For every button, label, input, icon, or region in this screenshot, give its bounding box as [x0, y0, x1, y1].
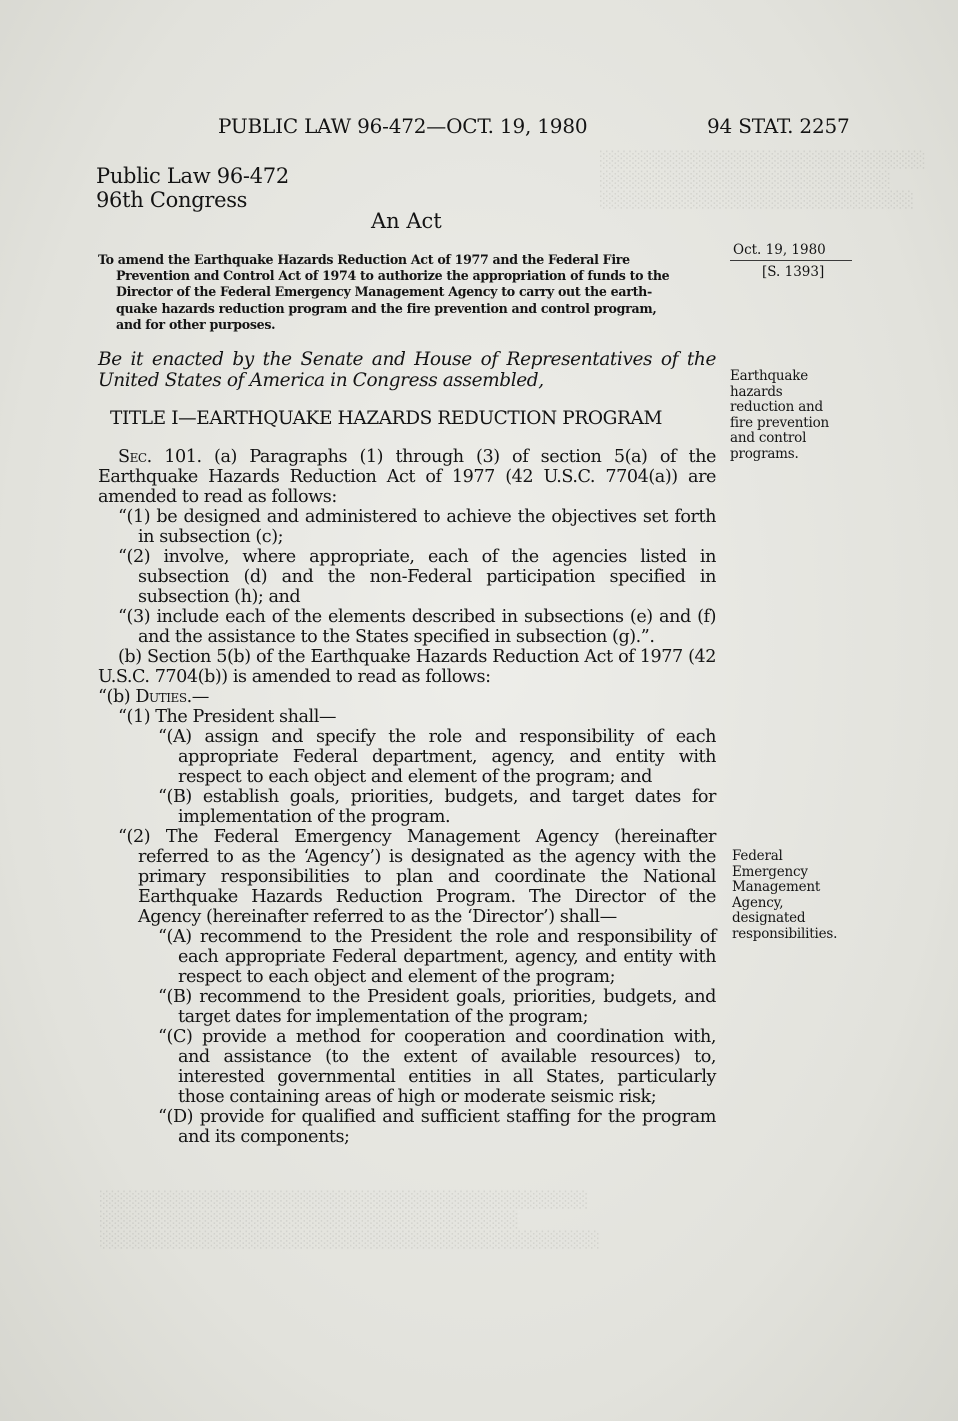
margin-rule [730, 260, 852, 261]
margin-note-fema: Federal Emergency Management Agency, designated responsibilities. [732, 848, 838, 942]
purpose-line: Director of the Federal Emergency Management Agency to carry out the earth- [116, 284, 652, 300]
show-through-text-bottom: ░░░░░░░░░░░░░░░░░░░░░░░░░░░░░░░░░░░░░░░░░░ ░░░░░░░░░░░░░░░░░░░░░░░░░░░░░░░░░░░░ ░░░░░░░░░░░░░░░░░░░░░░░░░░░░░░░░░░░░░░░░░░░ [100, 1191, 600, 1249]
margin-date: Oct. 19, 1980 [733, 242, 826, 258]
running-header-right: 94 STAT. 2257 [707, 114, 850, 138]
public-law-number: Public Law 96-472 [96, 164, 289, 188]
subsection-b-heading [98, 687, 716, 707]
section-101-body [98, 447, 716, 1147]
running-header-left: PUBLIC LAW 96-472—OCT. 19, 1980 [218, 114, 588, 138]
margin-bill-number: [S. 1393] [762, 264, 825, 280]
title-heading: TITLE I—EARTHQUAKE HAZARDS REDUCTION PROGRAM [110, 408, 663, 429]
b-heading-label: Duties [135, 687, 187, 707]
paragraph-a1: “(1) be designed and administered to achieve the objectives set forth in subsection (c); [118, 507, 716, 547]
b-heading-suffix: .— [186, 687, 209, 707]
paragraph-b1B: “(B) establish goals, priorities, budgets, and target dates for implementation of the program. [158, 787, 716, 827]
paragraph-b2: “(2) The Federal Emergency Management Agency (hereinafter referred to as the ‘Agency’) is designated as the agency with the primary responsibilities to plan and coordinate the National Earthquake Hazards Reduction Program. The Director of the Agency (hereinafter referred to as the ‘Director’) shall— [118, 827, 716, 927]
margin-note-programs: Earthquake hazards reduction and fire prevention and control programs. [730, 368, 830, 462]
purpose-line: Prevention and Control Act of 1974 to authorize the appropriation of funds to the [116, 268, 670, 284]
congress-number: 96th Congress [96, 188, 248, 212]
act-heading: An Act [371, 209, 442, 233]
show-through-text: ░░░░░░░░░░░░░░░░░░░░░░░░░░░░ ░░░░░░░░░░░░░░░░░░░░░░░░░ ░░░░░░░░░░░░░░░░░░░░░░░░░░░ [600, 151, 926, 209]
subsection-a-text: 101. (a) Paragraphs (1) through (3) of section 5(a) of the Earthquake Hazards Reduction Act of 1977 (42 U.S.C. 7704(a)) are amended to read as follows: [98, 447, 716, 507]
purpose-line: To amend the Earthquake Hazards Reduction Act of 1977 and the Federal Fire [98, 252, 630, 267]
subsection-b-intro: (b) Section 5(b) of the Earthquake Hazards Reduction Act of 1977 (42 U.S.C. 7704(b)) is amended to read as follows: [98, 647, 716, 687]
paragraph-b2A: “(A) recommend to the President the role and responsibility of each appropriate Federal department, agency, and entity with respect to each object and element of the program; [158, 927, 716, 987]
paragraph-b1A: “(A) assign and specify the role and responsibility of each appropriate Federal department, agency, and entity with respect to each object and element of the program; and [158, 727, 716, 787]
paragraph-a2: “(2) involve, where appropriate, each of the agencies listed in subsection (d) and the non-Federal participation specified in subsection (h); and [118, 547, 716, 607]
paragraph-a3: “(3) include each of the elements described in subsections (e) and (f) and the assistance to the States specified in subsection (g).”. [118, 607, 716, 647]
b-heading-prefix: “(b) [98, 687, 131, 707]
paragraph-b2D: “(D) provide for qualified and sufficient staffing for the program and its components; [158, 1107, 716, 1147]
paragraph-b2C: “(C) provide a method for cooperation and coordination with, and assistance (to the extent of available resources) to, interested governmental entities in all States, particularly those containing areas of high or moderate seismic risk; [158, 1027, 716, 1107]
enacting-clause: Be it enacted by the Senate and House of Representatives of the United States of America in Congress assembled, [98, 349, 716, 391]
purpose-clause [98, 252, 714, 333]
subsection-a-intro [98, 447, 716, 507]
purpose-line: quake hazards reduction program and the fire prevention and control program, [116, 300, 657, 316]
paragraph-b2B: “(B) recommend to the President goals, priorities, budgets, and target dates for implementation of the program; [158, 987, 716, 1027]
section-label: Sec. [118, 447, 152, 467]
purpose-line: and for other purposes. [116, 316, 276, 332]
paragraph-b1: “(1) The President shall— [118, 707, 337, 727]
